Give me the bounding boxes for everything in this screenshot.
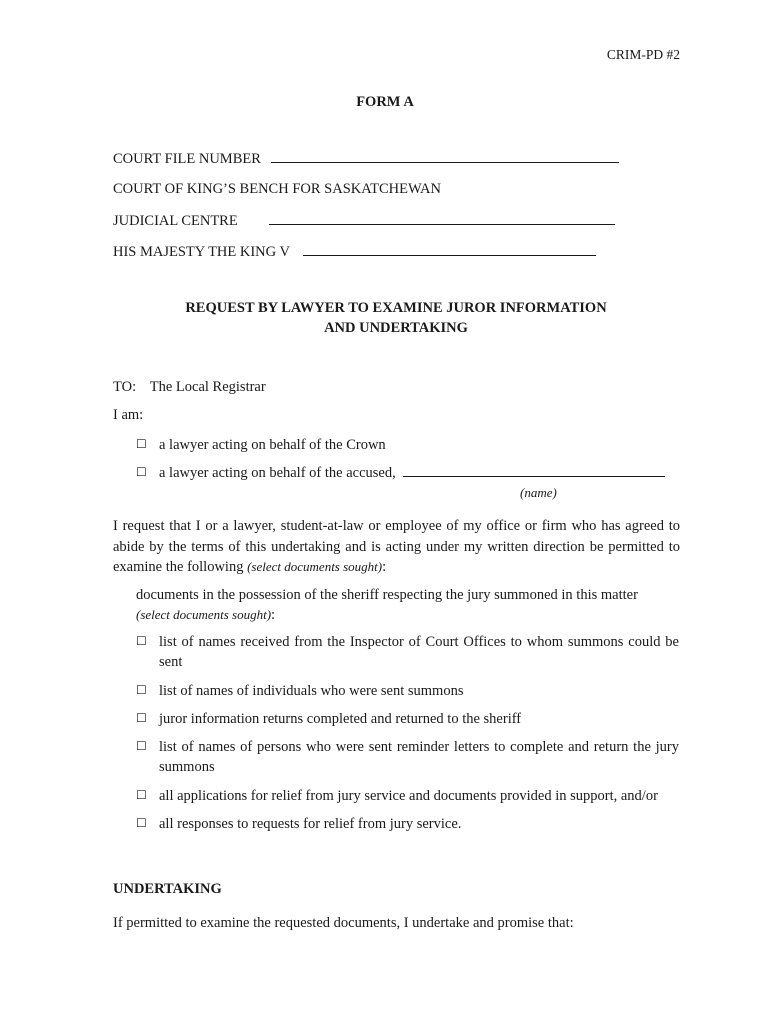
request-paragraph — [113, 516, 680, 578]
request-paragraph-tail: : — [382, 559, 387, 575]
court-name: COURT OF KING’S BENCH FOR SASKATCHEWAN — [113, 181, 441, 197]
document-checkbox-6[interactable]: ☐ — [136, 816, 147, 830]
form-title: FORM A — [356, 94, 414, 110]
name-caption: (name) — [520, 485, 557, 500]
document-checkbox-2[interactable]: ☐ — [136, 683, 147, 697]
role-option-accused-row — [159, 464, 665, 482]
role-option-crown: a lawyer acting on behalf of the Crown — [159, 437, 386, 453]
judicial-centre-field[interactable] — [269, 212, 615, 225]
accused-lawyer-name-field[interactable] — [403, 464, 665, 477]
court-file-number-label: COURT FILE NUMBER — [113, 151, 261, 167]
document-checkbox-3[interactable]: ☐ — [136, 711, 147, 725]
documents-intro — [136, 585, 680, 625]
to-row — [113, 379, 266, 396]
court-file-number-row — [113, 150, 619, 168]
undertaking-text: If permitted to examine the requested documents, I undertake and promise that: — [113, 915, 574, 931]
his-majesty-row — [113, 243, 596, 261]
document-option-3: juror information returns completed and returned to the sheriff — [159, 711, 522, 727]
judicial-centre-row — [113, 212, 615, 230]
documents-intro-tail: : — [271, 607, 276, 623]
document-option-2: list of names of individuals who were sent summons — [159, 683, 464, 699]
form-code: CRIM-PD #2 — [606, 47, 680, 62]
document-title-line2: AND UNDERTAKING — [324, 320, 468, 336]
document-checkbox-5[interactable]: ☐ — [136, 788, 147, 802]
crown-checkbox[interactable]: ☐ — [136, 437, 147, 451]
document-checkbox-4[interactable]: ☐ — [136, 739, 147, 753]
request-paragraph-text: I request that I or a lawyer, student-at-law or employee of my office or firm who has agreed to abide by the terms of this undertaking and is acting under my written direction be permitted to examine the following — [113, 518, 680, 575]
his-majesty-label: HIS MAJESTY THE KING V — [113, 244, 290, 260]
document-option-4: list of names of persons who were sent reminder letters to complete and return the jury summons — [159, 739, 679, 775]
to-label: TO: — [113, 379, 137, 395]
judicial-centre-label: JUDICIAL CENTRE — [113, 213, 238, 229]
documents-intro-text: documents in the possession of the sheriff respecting the jury summoned in this matter — [136, 587, 638, 603]
document-title-line1: REQUEST BY LAWYER TO EXAMINE JUROR INFORMATION — [185, 300, 607, 316]
request-paragraph-note: (select documents sought) — [247, 559, 383, 574]
i-am-label: I am: — [113, 407, 144, 423]
document-option-6: all responses to requests for relief from jury service. — [159, 816, 462, 832]
documents-intro-note: (select documents sought) — [136, 607, 272, 622]
accused-checkbox[interactable]: ☐ — [136, 465, 147, 479]
to-value: The Local Registrar — [149, 379, 266, 395]
document-option-1: list of names received from the Inspector of Court Offices to whom summons could be sent — [159, 634, 679, 670]
role-option-accused: a lawyer acting on behalf of the accused, — [159, 465, 396, 481]
undertaking-heading: UNDERTAKING — [113, 881, 222, 897]
document-option-5: all applications for relief from jury service and documents provided in support, and/or — [159, 788, 658, 804]
accused-name-field[interactable] — [303, 243, 596, 256]
court-file-number-field[interactable] — [271, 150, 619, 163]
document-checkbox-1[interactable]: ☐ — [136, 634, 147, 648]
